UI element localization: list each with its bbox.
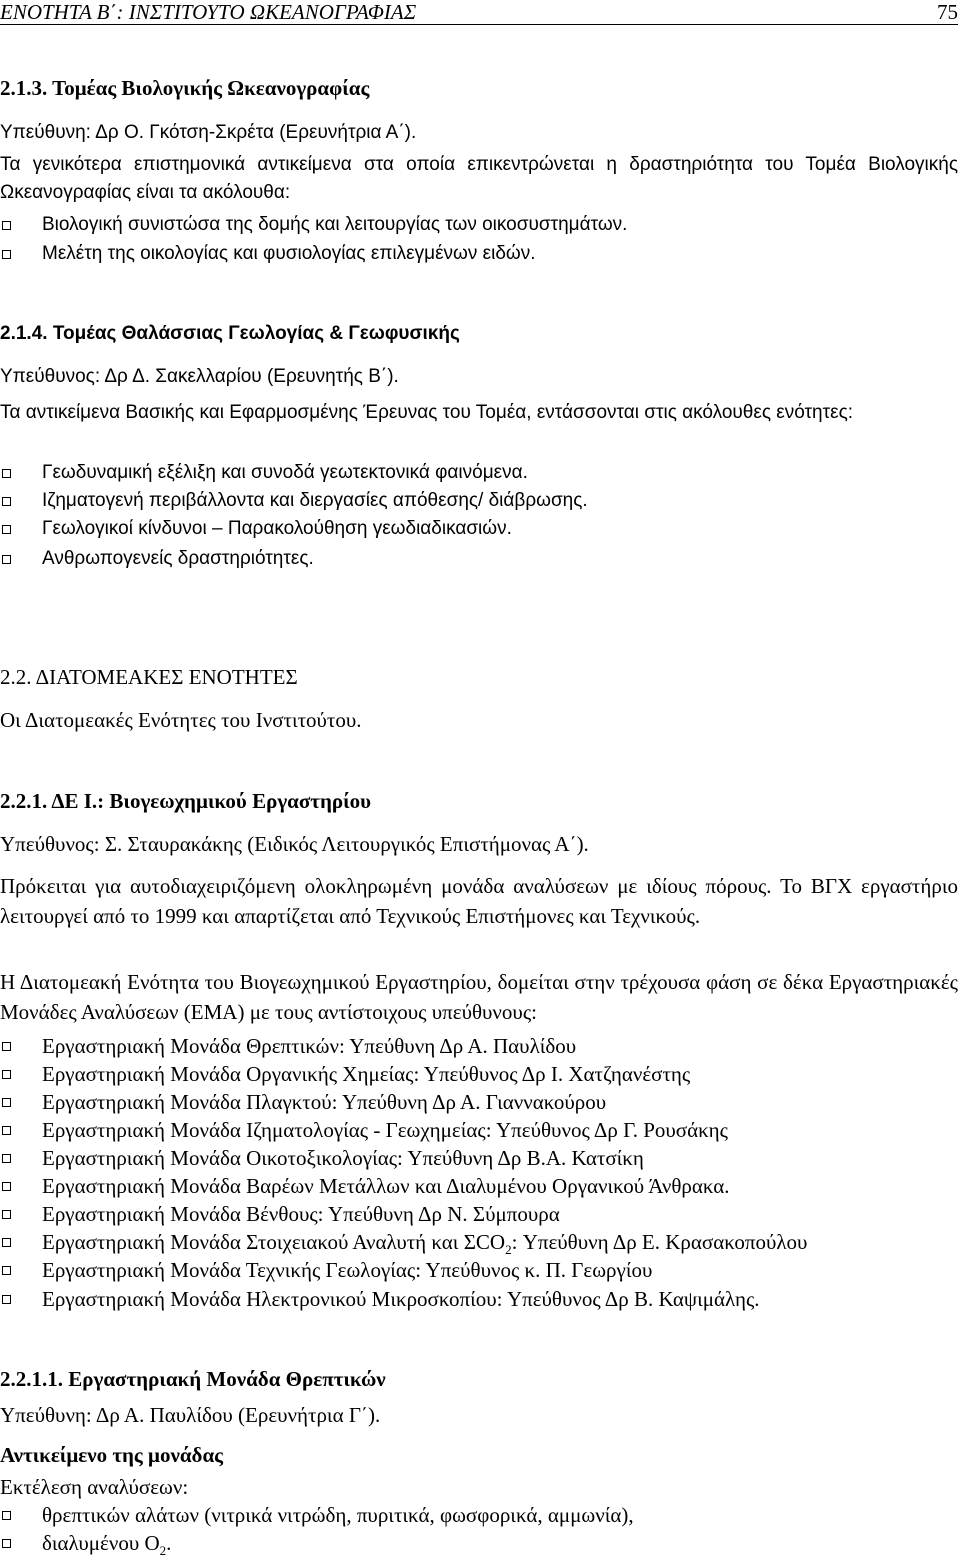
checkbox-bullet-icon — [2, 1539, 11, 1548]
checkbox-bullet-icon — [2, 525, 11, 534]
section-heading-2-1-3: 2.1.3. Τομέας Βιολογικής Ωκεανογραφίας — [0, 76, 370, 100]
page-header — [0, 0, 958, 25]
section-heading-2-2: 2.2. ΔΙΑΤΟΜΕΑΚΕΣ ΕΝΟΤΗΤΕΣ — [0, 665, 298, 689]
paragraph-2-2-1-b: Η Διατομεακή Ενότητα του Βιογεωχημικού Εργαστηρίου, δομείται στην τρέχουσα φάση σε δέκα Εργαστηριακές Μονάδες Αναλύσεων (ΕΜΑ) με τους αντίστοιχους υπεύθυνους: — [0, 970, 958, 1024]
checkbox-bullet-icon — [2, 497, 11, 506]
section-text-2-2: Οι Διατομεακές Ενότητες του Ινστιτούτου. — [0, 708, 362, 732]
checkbox-bullet-icon — [2, 1238, 11, 1247]
checkbox-bullet-icon — [2, 555, 11, 564]
checkbox-bullet-icon — [2, 1042, 11, 1051]
section-heading-2-2-1: 2.2.1. ΔΕ Ι.: Βιογεωχημικού Εργαστηρίου — [0, 789, 372, 813]
checkbox-bullet-icon — [2, 1295, 11, 1304]
responsible-2-1-4: Υπεύθυνος: Δρ Δ. Σακελλαρίου (Ερευνητής Β΄). — [0, 366, 399, 387]
checkbox-bullet-icon — [2, 469, 11, 478]
intro-2-1-3: Τα γενικότερα επιστημονικά αντικείμενα στα οποία επικεντρώνεται η δραστηριότητα του Τομέα Βιολογικής Ωκεανογραφίας είναι τα ακόλουθα: — [0, 154, 958, 203]
responsible-2-2-1-1: Υπεύθυνη: Δρ Α. Παυλίδου (Ερευνήτρια Γ΄). — [0, 1403, 381, 1427]
checkbox-bullet-icon — [2, 1070, 11, 1079]
checkbox-bullet-icon — [2, 221, 11, 230]
header-title: ΕΝΟΤΗΤΑ Β΄: ΙΝΣΤΙΤΟΥΤΟ ΩΚΕΑΝΟΓΡΑΦΙΑΣ — [0, 0, 417, 24]
subheading: Αντικείμενο της μονάδας — [0, 1443, 224, 1467]
label: Εκτέλεση αναλύσεων: — [0, 1475, 189, 1499]
responsible-2-2-1: Υπεύθυνος: Σ. Σταυρακάκης (Ειδικός Λειτουργικός Επιστήμονας Α΄). — [0, 832, 589, 856]
checkbox-bullet-icon — [2, 1098, 11, 1107]
section-heading-2-1-4: 2.1.4. Τομέας Θαλάσσιας Γεωλογίας & Γεωφυσικής — [0, 323, 460, 344]
checkbox-bullet-icon — [2, 1511, 11, 1520]
checkbox-bullet-icon — [2, 1210, 11, 1219]
intro-2-1-4: Τα αντικείμενα Βασικής και Εφαρμοσμένης Έρευνας του Τομέα, εντάσσονται στις ακόλουθες ενότητες: — [0, 402, 854, 423]
checkbox-bullet-icon — [2, 1126, 11, 1135]
checkbox-bullet-icon — [2, 1182, 11, 1191]
responsible-2-1-3: Υπεύθυνη: Δρ Ο. Γκότση-Σκρέτα (Ερευνήτρια Α΄). — [0, 122, 417, 143]
checkbox-bullet-icon — [2, 1154, 11, 1163]
page-number: 75 — [937, 0, 958, 24]
paragraph-2-2-1-a: Πρόκειται για αυτοδιαχειριζόμενη ολοκληρωμένη μονάδα αναλύσεων με ιδίους πόρους. Το ΒΓΧ εργαστήριο λειτουργεί από το 1999 και απαρτίζεται από Τεχνικούς Επιστήμονες και Τεχνικούς. — [0, 874, 958, 928]
section-heading-2-2-1-1: 2.2.1.1. Εργαστηριακή Μονάδα Θρεπτικών — [0, 1367, 386, 1391]
checkbox-bullet-icon — [2, 250, 11, 259]
checkbox-bullet-icon — [2, 1266, 11, 1275]
